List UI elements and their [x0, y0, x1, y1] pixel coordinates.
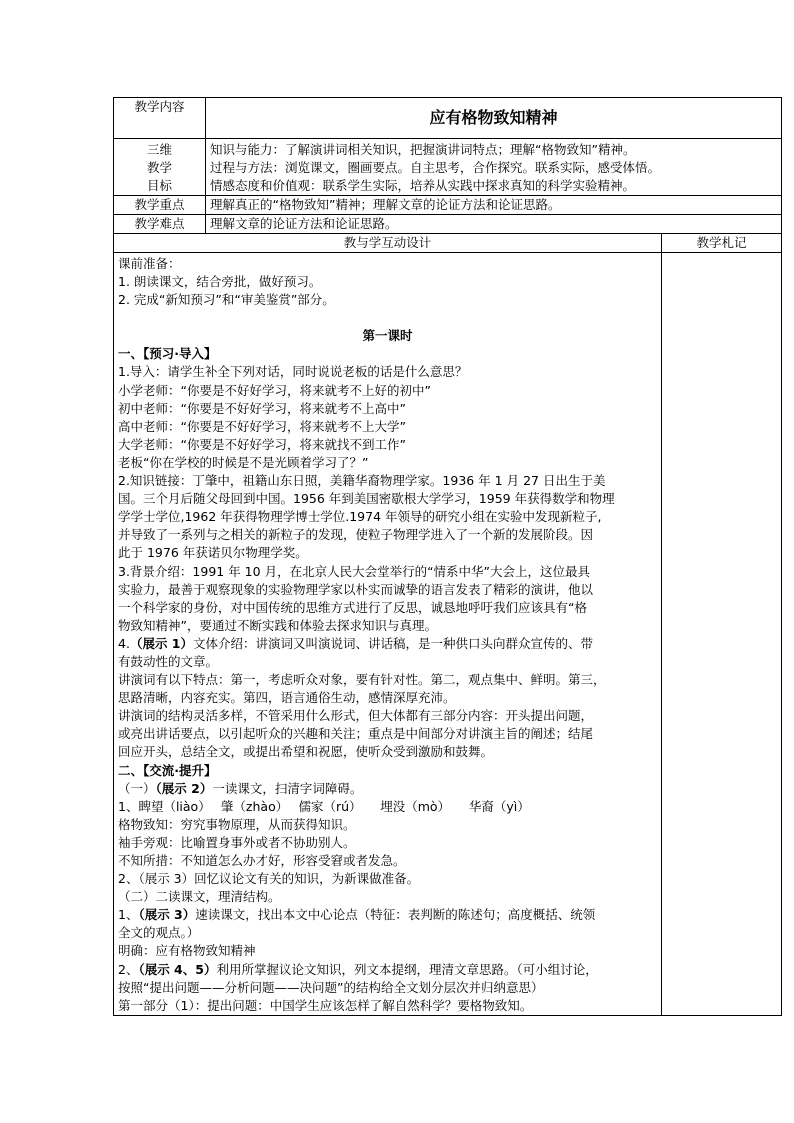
prep-title: 课前准备：	[118, 256, 181, 271]
key-point: 理解真正的“格物致知”精神；理解文章的论证方法和论证思路。	[206, 196, 782, 215]
text-line: 高中老师：“你要是不好好学习，将来就考不上大学”	[118, 418, 406, 434]
text-line: 不知所措：不知道怎么办才好，形容受窘或者发急。	[118, 853, 406, 868]
text-line: 小学老师：“你要是不好好学习，将来就考不上好的初中”	[118, 382, 431, 398]
text-line: 全文的观点。）	[118, 925, 200, 941]
goals-cell	[206, 139, 782, 196]
text-line: 格物致知：穷究事物原理，从而获得知识。	[118, 816, 356, 832]
text-line: 3.背景介绍：1991 年 10 月，在北京人民大会堂举行的“情系中华”大会上，这位最具	[118, 563, 591, 579]
content-label: 教学内容	[114, 98, 206, 139]
text-line: 2.知识链接：丁肇中，祖籍山东日照，美籍华裔物理学家。1936 年 1 月 27 日出生于美	[118, 473, 606, 489]
text-line: 国。三个月后随父母回到中国。1956 年到美国密歇根大学学习，1959 年获得数学和物理	[118, 491, 615, 507]
text-line: 并导致了一系列与之相关的新粒子的发现，使粒子物理学进入了一个新的发展阶段。因	[118, 527, 594, 543]
text-line: 大学老师：“你要是不好好学习，将来就找不到工作”	[118, 436, 406, 452]
text-line: 1、（展示 3）速读课文，找出本文中心论点（特征：表判断的陈述句；高度概括、统领	[118, 907, 596, 923]
text-line: 回应开头，总结全文，或提出希望和祝愿，使听众受到激励和鼓舞。	[118, 744, 494, 760]
goal-process: 过程与方法：浏览课文，圈画要点。自主思考，合作探究。联系实际，感受体悟。	[210, 160, 661, 175]
text-line: 4.（展示 1）文体介绍：讲演词又叫演说词、讲话稿，是一种供口头向群众宣传的、带	[118, 635, 594, 651]
text-line: 2、（展示 3）回忆议论文有关的知识，为新课做准备。	[118, 871, 420, 887]
text-line: 此于 1976 年获诺贝尔物理学奖。	[118, 545, 308, 561]
goal-knowledge: 知识与能力：了解演讲词相关知识，把握演讲词特点；理解“格物致知”精神。	[210, 142, 636, 157]
prep-item: 2. 完成“新知预习”和“审美鉴赏”部分。	[118, 292, 335, 308]
text-line: 讲演词的结构灵活多样，不管采用什么形式，但大体都有三部分内容：开头提出问题，	[118, 708, 594, 724]
section-heading: 一、【预习·导入】	[118, 346, 217, 362]
goals-label: 三维 教学 目标	[114, 139, 206, 196]
lesson-plan-table	[113, 97, 782, 1016]
notes-column	[662, 253, 782, 1016]
text-line: 按照“提出问题——分析问题——决问题”的结构给全文划分层次并归纳意思）	[118, 979, 544, 995]
text-line: 学学士学位,1962 年获得物理学博士学位.1974 年领导的研究小组在实验中发现新粒子,	[118, 509, 602, 525]
text-line: 一个科学家的身份，对中国传统的思维方式进行了反思，诚恳地呼吁我们应该具有“格	[118, 599, 587, 615]
section-heading: 二、【交流·提升】	[118, 762, 217, 778]
text-line: （一）（展示 2）一读课文，扫清字词障碍。	[118, 780, 363, 796]
text-line: 或亮出讲话要点，以引起听众的兴趣和关注；重点是中间部分对讲演主旨的阐述；结尾	[118, 726, 594, 742]
text-line: 实验力，最善于观察现象的实验物理学家以朴实而诚挚的语言发表了精彩的演讲，他以	[118, 581, 594, 597]
text-line: 物致知精神”，要通过不断实践和体验去探求知识与真理。	[118, 617, 437, 633]
text-line: 1、睥望（liào） 肇（zhào） 儒家（rú） 埋没（mò） 华裔（yì）	[118, 798, 530, 814]
lesson-period-title: 第一课时	[362, 328, 413, 344]
text-line: 初中老师：“你要是不好好学习，将来就考不上高中”	[118, 400, 406, 416]
goal-emotion: 情感态度和价值观：联系学生实际，培养从实践中探求真知的科学实验精神。	[210, 178, 636, 193]
text-line: 讲演词有以下特点：第一，考虑听众对象，要有针对性。第二，观点集中、鲜明。第三，	[118, 672, 606, 688]
text-line: （二）二读课文，理清结构。	[118, 889, 281, 905]
key-label: 教学重点	[114, 196, 206, 215]
text-line: 有鼓动性的文章。	[118, 653, 219, 669]
design-body	[114, 253, 662, 1016]
text-line: 明确：应有格物致知精神	[118, 943, 256, 959]
lesson-title: 应有格物致知精神	[206, 98, 782, 139]
text-line: 袖手旁观：比喻置身事外或者不协助别人。	[118, 834, 356, 850]
notes-header: 教学札记	[662, 234, 782, 253]
text-line: 第一部分（1）：提出问题：中国学生应该怎样了解自然科学？要格物致知。	[118, 997, 533, 1013]
text-line: 老板“你在学校的时候是不是光顾着学习了？”	[118, 454, 369, 470]
text-line: 思路清晰，内容充实。第四，语言通俗生动，感情深厚充沛。	[118, 690, 456, 706]
difficulty-point: 理解文章的论证方法和论证思路。	[206, 215, 782, 234]
difficulty-label: 教学难点	[114, 215, 206, 234]
prep-item: 1. 朗读课文，结合旁批，做好预习。	[118, 274, 322, 290]
text-line: 2、（展示 4、5）利用所掌握议论文知识，列文本提纲，理清文章思路。（可小组讨论，	[118, 961, 598, 977]
design-header: 教与学互动设计	[114, 234, 662, 253]
text-line: 1.导入：请学生补全下列对话，同时说说老板的话是什么意思？	[118, 364, 468, 380]
